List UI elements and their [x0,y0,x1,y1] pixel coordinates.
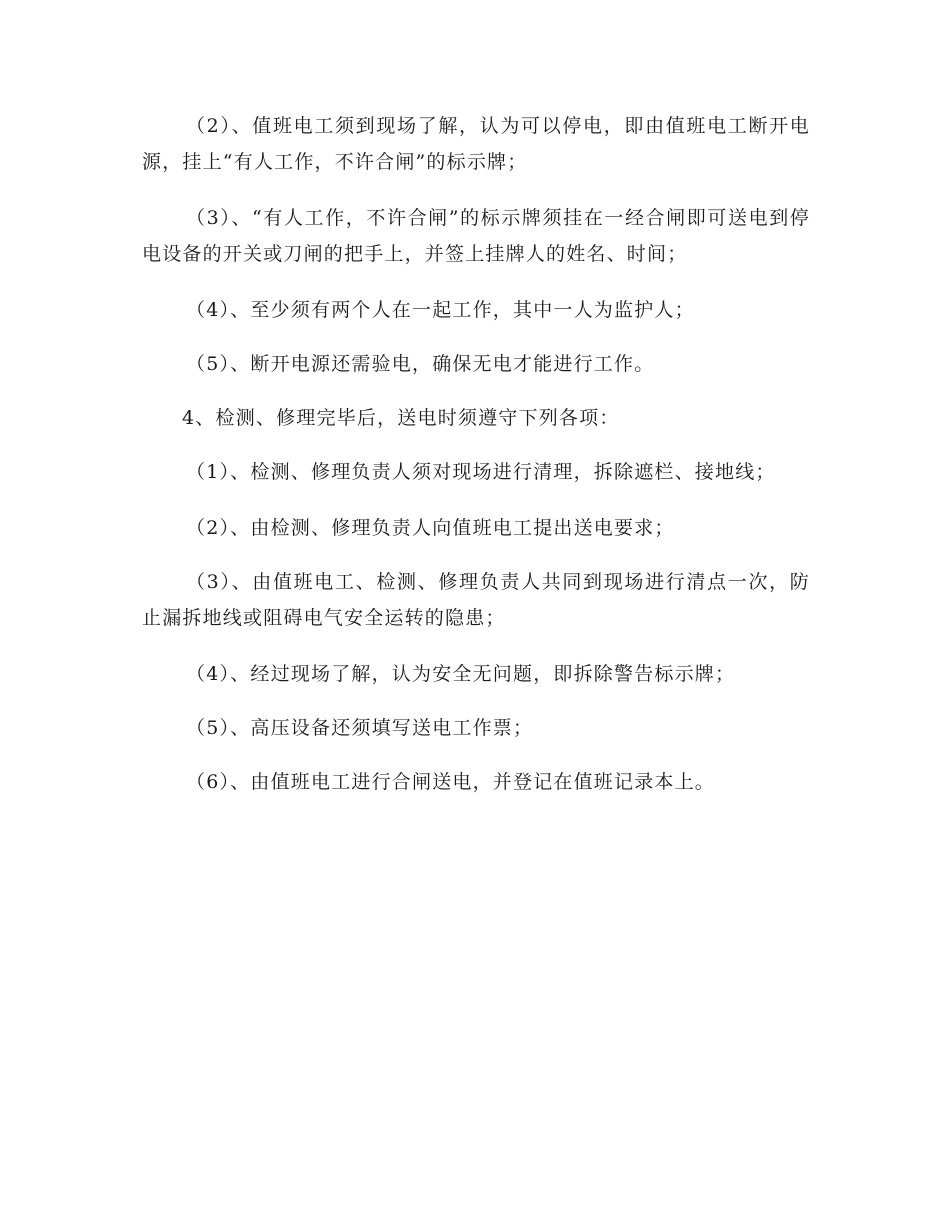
paragraph-8: （4）、经过现场了解，认为安全无问题，即拆除警告标示牌； [186,663,736,685]
paragraph-1: （2）、值班电工须到现场了解，认为可以停电，即由值班电工断开电源，挂上“有人工作，不许合闸”的标示牌； [142,115,810,173]
paragraph-2: （3）、“有人工作，不许合闸”的标示牌须挂在一经合闸即可送电到停电设备的开关或刀闸的把手上，并签上挂牌人的姓名、时间； [142,207,810,265]
document-body [142,108,810,818]
paragraph-6: （2）、由检测、修理负责人向值班电工提出送电要求； [186,517,675,539]
paragraph-3: （4）、至少须有两个人在一起工作，其中一人为监护人； [186,299,695,321]
section-heading-4: 4、检测、修理完毕后，送电时须遵守下列各项： [182,407,620,429]
paragraph-10: （6）、由值班电工进行合闸送电，并登记在值班记录本上。 [186,771,715,793]
paragraph-9: （5）、高压设备还须填写送电工作票； [186,717,534,739]
paragraph-7: （3）、由值班电工、检测、修理负责人共同到现场进行清点一次，防止漏拆地线或阻碍电气安全运转的隐患； [142,571,810,629]
paragraph-5: （1）、检测、修理负责人须对现场进行清理，拆除遮栏、接地线； [186,461,776,483]
paragraph-4: （5）、断开电源还需验电，确保无电才能进行工作。 [186,353,655,375]
